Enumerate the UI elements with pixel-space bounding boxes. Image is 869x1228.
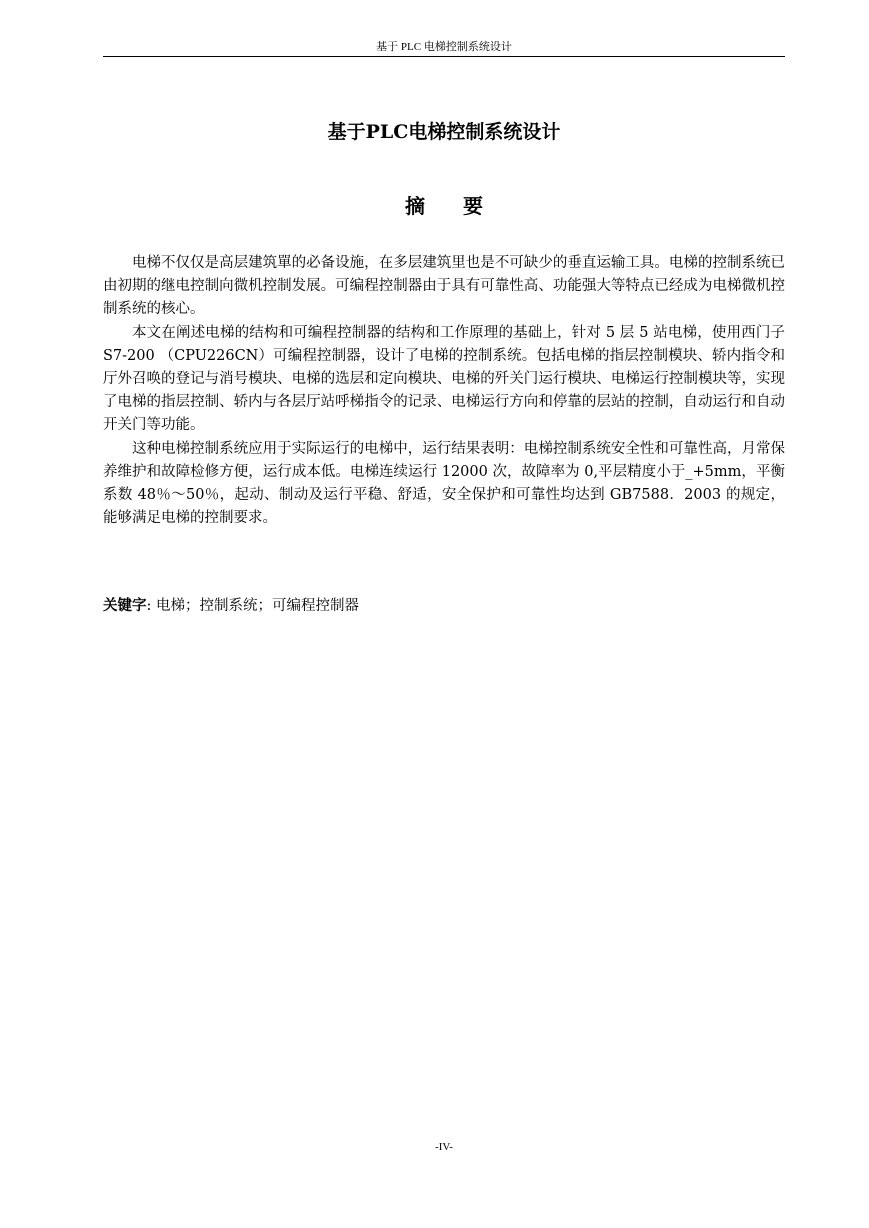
abstract-heading-char-2: 要 [463,194,483,218]
abstract-heading [103,192,785,220]
keywords-label: 关键字 [103,598,147,614]
keywords-line [103,595,785,617]
abstract-heading-char-1: 摘 [405,194,425,218]
header-divider [103,56,785,57]
document-title: 基于PLC电梯控制系统设计 [327,121,561,143]
keywords-list: : 电梯；控制系统；可编程控制器 [146,598,359,614]
abstract-paragraph-2: 本文在阐述电梯的结构和可编程控制器的结构和工作原理的基础上，针对 5 层 5 站电梯，使用西门子 S7-200 （CPU226CN）可编程控制器，设计了电梯的控制系统。包括电梯的指层控制模块、轿内指令和厅外召唤的登记与消号模块、电梯的选层和定向模块、电梯的歼关门运行模块、电梯运行控制模块等，实现了电梯的指层控制、轿内与各层厅站呼梯指令的记录、电梯运行方向和停靠的层站的控制，自动运行和自动开关门等功能。 [103,324,785,434]
abstract-paragraph-1: 电梯不仅仅是高层建筑單的必备设施，在多层建筑里也是不可缺少的垂直运输工具。电梯的控制系统已由初期的继电控制向微机控制发展。可编程控制器由于具有可靠性高、功能强大等特点已经成为电梯微机控制系统的核心。 [103,255,785,318]
running-header: 基于 PLC 电梯控制系统设计 [376,41,512,53]
page-number: -IV- [435,1141,453,1153]
abstract-body [103,252,785,530]
abstract-paragraph-3: 这种电梯控制系统应用于实际运行的电梯中，运行结果表明：电梯控制系统安全性和可靠性高，月常保养维护和故障检修方便，运行成本低。电梯连续运行 12000 次，故障率为 0,平层精度小于_+5mm，平衡系数 48％～50％，起动、制动及运行平稳、舒适，安全保护和可靠性均达到 GB7588．2003 的规定，能够满足电梯的控制要求。 [103,440,785,527]
